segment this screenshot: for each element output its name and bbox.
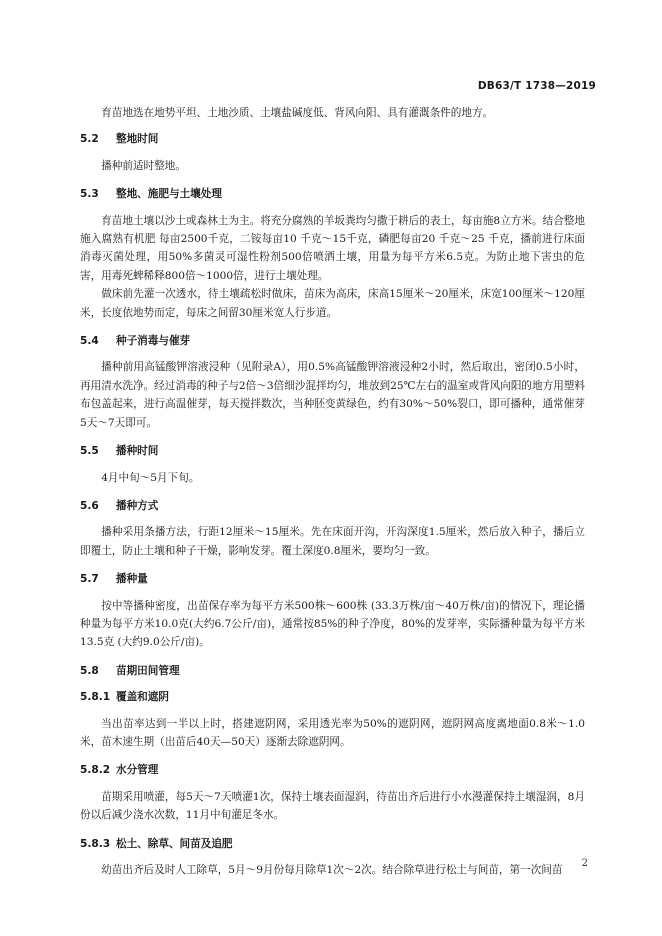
section-heading-5-8-1: 5.8.1 覆盖和遮阴 xyxy=(80,691,169,704)
document-id: DB63/T 1738—2019 xyxy=(477,80,596,92)
section-5-5-para-1: 4月中旬～5月下旬。 xyxy=(101,471,200,484)
section-5-7-para-1: 按中等播种密度，出苗保存率为每平方米500株～600株 (33.3万株/亩～40万株/亩)的情况下，理论播种量为每平方米10.0克(大约6.7公斤/亩)，通常按85%的种子净度，80%的发芽率，实际播种量为每平方米13.5克 (大约9.0公斤/亩)。 xyxy=(80,599,585,649)
section-heading-5-8-2: 5.8.2 水分管理 xyxy=(80,764,159,777)
section-heading-5-6: 5.6 播种方式 xyxy=(80,499,159,512)
section-heading-5-3: 5.3 整地、施肥与土壤处理 xyxy=(80,188,222,201)
section-5-6-para-1: 播种采用条播方法，行距12厘米～15厘米。先在床面开沟，开沟深度1.5厘米，然后放入种子，播后立即覆土，防止土壤和种子干燥，影响发芽。覆土深度0.8厘米，要均匀一致。 xyxy=(80,526,585,557)
section-heading-5-5: 5.5 播种时间 xyxy=(80,445,159,458)
section-5-4-para-1: 播种前用高锰酸钾溶液浸种（见附录A），用0.5%高锰酸钾溶液浸种2小时，然后取出，密闭0.5小时，再用清水洗净。经过消毒的种子与2倍～3倍细沙混拌均匀，堆放到25℃左右的温室或背风向阳的地方用塑料布包盖起来，进行高温催芽，每天搅拌数次，当种胚变黄绿色，约有30%～50%裂口，即可播种，通常催芽5天～7天即可。 xyxy=(80,361,585,429)
section-heading-5-2: 5.2 整地时间 xyxy=(80,133,159,146)
section-5-3-para-2: 做床前先灌一次透水，待土壤疏松时做床，苗床为高床，床高15厘米～20厘米，床宽100厘米～120厘米，长度依地势而定，每床之间留30厘米宽人行步道。 xyxy=(80,288,585,319)
page-content xyxy=(80,104,585,879)
section-5-8-3-para-1: 幼苗出齐后及时人工除草，5月～9月份每月除草1次～2次。结合除草进行松土与间苗，第一次间苗 xyxy=(101,864,563,876)
section-5-2-para-1: 播种前适时整地。 xyxy=(101,159,186,172)
intro-paragraph: 育苗地选在地势平坦、土地沙质、土壤盐碱度低、背风向阳、具有灌溉条件的地方。 xyxy=(101,107,494,119)
section-5-8-2-para-1: 苗期采用喷灌，每5天～7天喷灌1次，保持土壤表面湿润，待苗出齐后进行小水漫灌保持土壤湿润，8月份以后减少浇水次数，11月中旬灌足冬水。 xyxy=(80,790,585,822)
section-heading-5-8-3: 5.8.3 松土、除草、间苗及追肥 xyxy=(80,837,233,850)
page-number: 2 xyxy=(581,858,588,869)
section-heading-5-8: 5.8 苗期田间管理 xyxy=(80,664,180,677)
section-heading-5-7: 5.7 播种量 xyxy=(80,573,148,586)
section-5-8-1-para-1: 当出苗率达到一半以上时，搭建遮阴网，采用透光率为50%的遮阴网，遮阴网高度离地面0.8米～1.0米，苗木速生期（出苗后40天—50天）逐渐去除遮阴网。 xyxy=(80,717,585,748)
section-heading-5-4: 5.4 种子消毒与催芽 xyxy=(80,335,191,348)
section-5-3-para-1: 育苗地土壤以沙土或森林土为主。将充分腐熟的羊坂粪均匀撒于耕后的表土，每亩施8立方米。结合整地施入腐熟有机肥 每亩2500千克，二铵每亩10 千克～15千克，磷肥每亩20 千克～25 千克，播前进行床面消毒灭菌处理，用50%多菌灵可湿性粉剂500倍喷洒土壤，用量为每平方米6.5克。为防止地下害虫的危害，用毒死蜱稀释800倍～1000倍，进行土壤处理。 xyxy=(80,214,585,282)
